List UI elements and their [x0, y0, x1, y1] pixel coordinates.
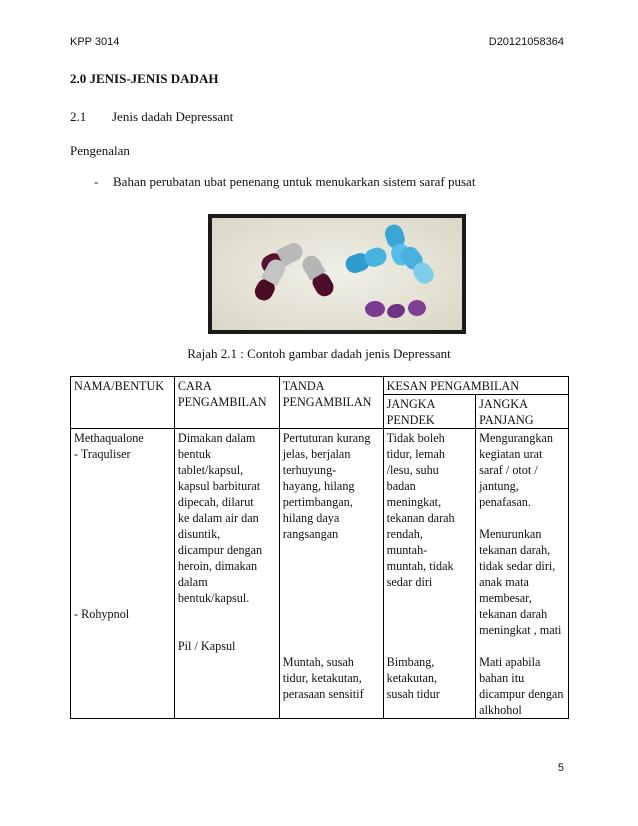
section-title: 2.0 JENIS-JENIS DADAH: [70, 71, 219, 86]
pills-illustration: [212, 218, 462, 330]
header-jangka-panjang: JANGKA PANJANG: [476, 395, 569, 429]
figure-caption: Rajah 2.1 : Contoh gambar dadah jenis Depressant: [187, 346, 451, 361]
tablet-purple-1: [365, 301, 385, 317]
header-kesan: KESAN PENGAMBILAN: [383, 377, 568, 395]
header-course-code: KPP 3014: [70, 36, 120, 48]
cell-cara: Dimakan dalam bentuk tablet/kapsul, kapsul barbiturat dipecah, dilarut ke dalam air dan disuntik, dicampur dengan heroin, dimakan dalam bentuk/kapsul. Pil / Kapsul: [174, 429, 279, 719]
tablet-purple-3: [408, 300, 426, 316]
cell-jangka-panjang: Mengurangkan kegiatan urat saraf / otot / jantung, penafasan. Menurunkan tekanan darah, tidak sedar diri, anak mata membesar, tekanan darah meningkat , mati Mati apabila bahan itu dicampur dengan alkhohol: [476, 429, 569, 719]
bullet-text: Bahan perubatan ubat penenang untuk menukarkan sistem saraf pusat: [113, 174, 476, 189]
depressant-table: [70, 376, 569, 719]
header-tanda: TANDA PENGAMBILAN: [279, 377, 383, 429]
subsection-title: Jenis dadah Depressant: [112, 109, 234, 124]
header-nama: NAMA/BENTUK: [71, 377, 175, 429]
page-number: 5: [557, 762, 564, 774]
depressant-drugs-photo: [208, 214, 466, 334]
cell-tanda: Pertuturan kurang jelas, berjalan terhuyung- hayang, hilang pertimbangan, hilang daya rangsangan Muntah, susah tidur, ketakutan, perasaan sensitif: [279, 429, 383, 719]
table-header-row: [71, 377, 569, 395]
header-student-id: D20121058364: [488, 36, 564, 48]
subsection-number: 2.1: [70, 109, 87, 124]
bullet-dash: -: [94, 174, 99, 189]
header-cara: CARA PENGAMBILAN: [174, 377, 279, 429]
table-row: [71, 429, 569, 719]
header-jangka-pendek: JANGKA PENDEK: [383, 395, 476, 429]
cell-jangka-pendek: Tidak boleh tidur, lemah /lesu, suhu badan meningkat, tekanan darah rendah, muntah- muntah, tidak sedar diri Bimbang, ketakutan, susah tidur: [383, 429, 476, 719]
cell-nama: Methaqualone - Traquliser - Rohypnol: [71, 429, 175, 719]
intro-heading: Pengenalan: [70, 143, 130, 158]
